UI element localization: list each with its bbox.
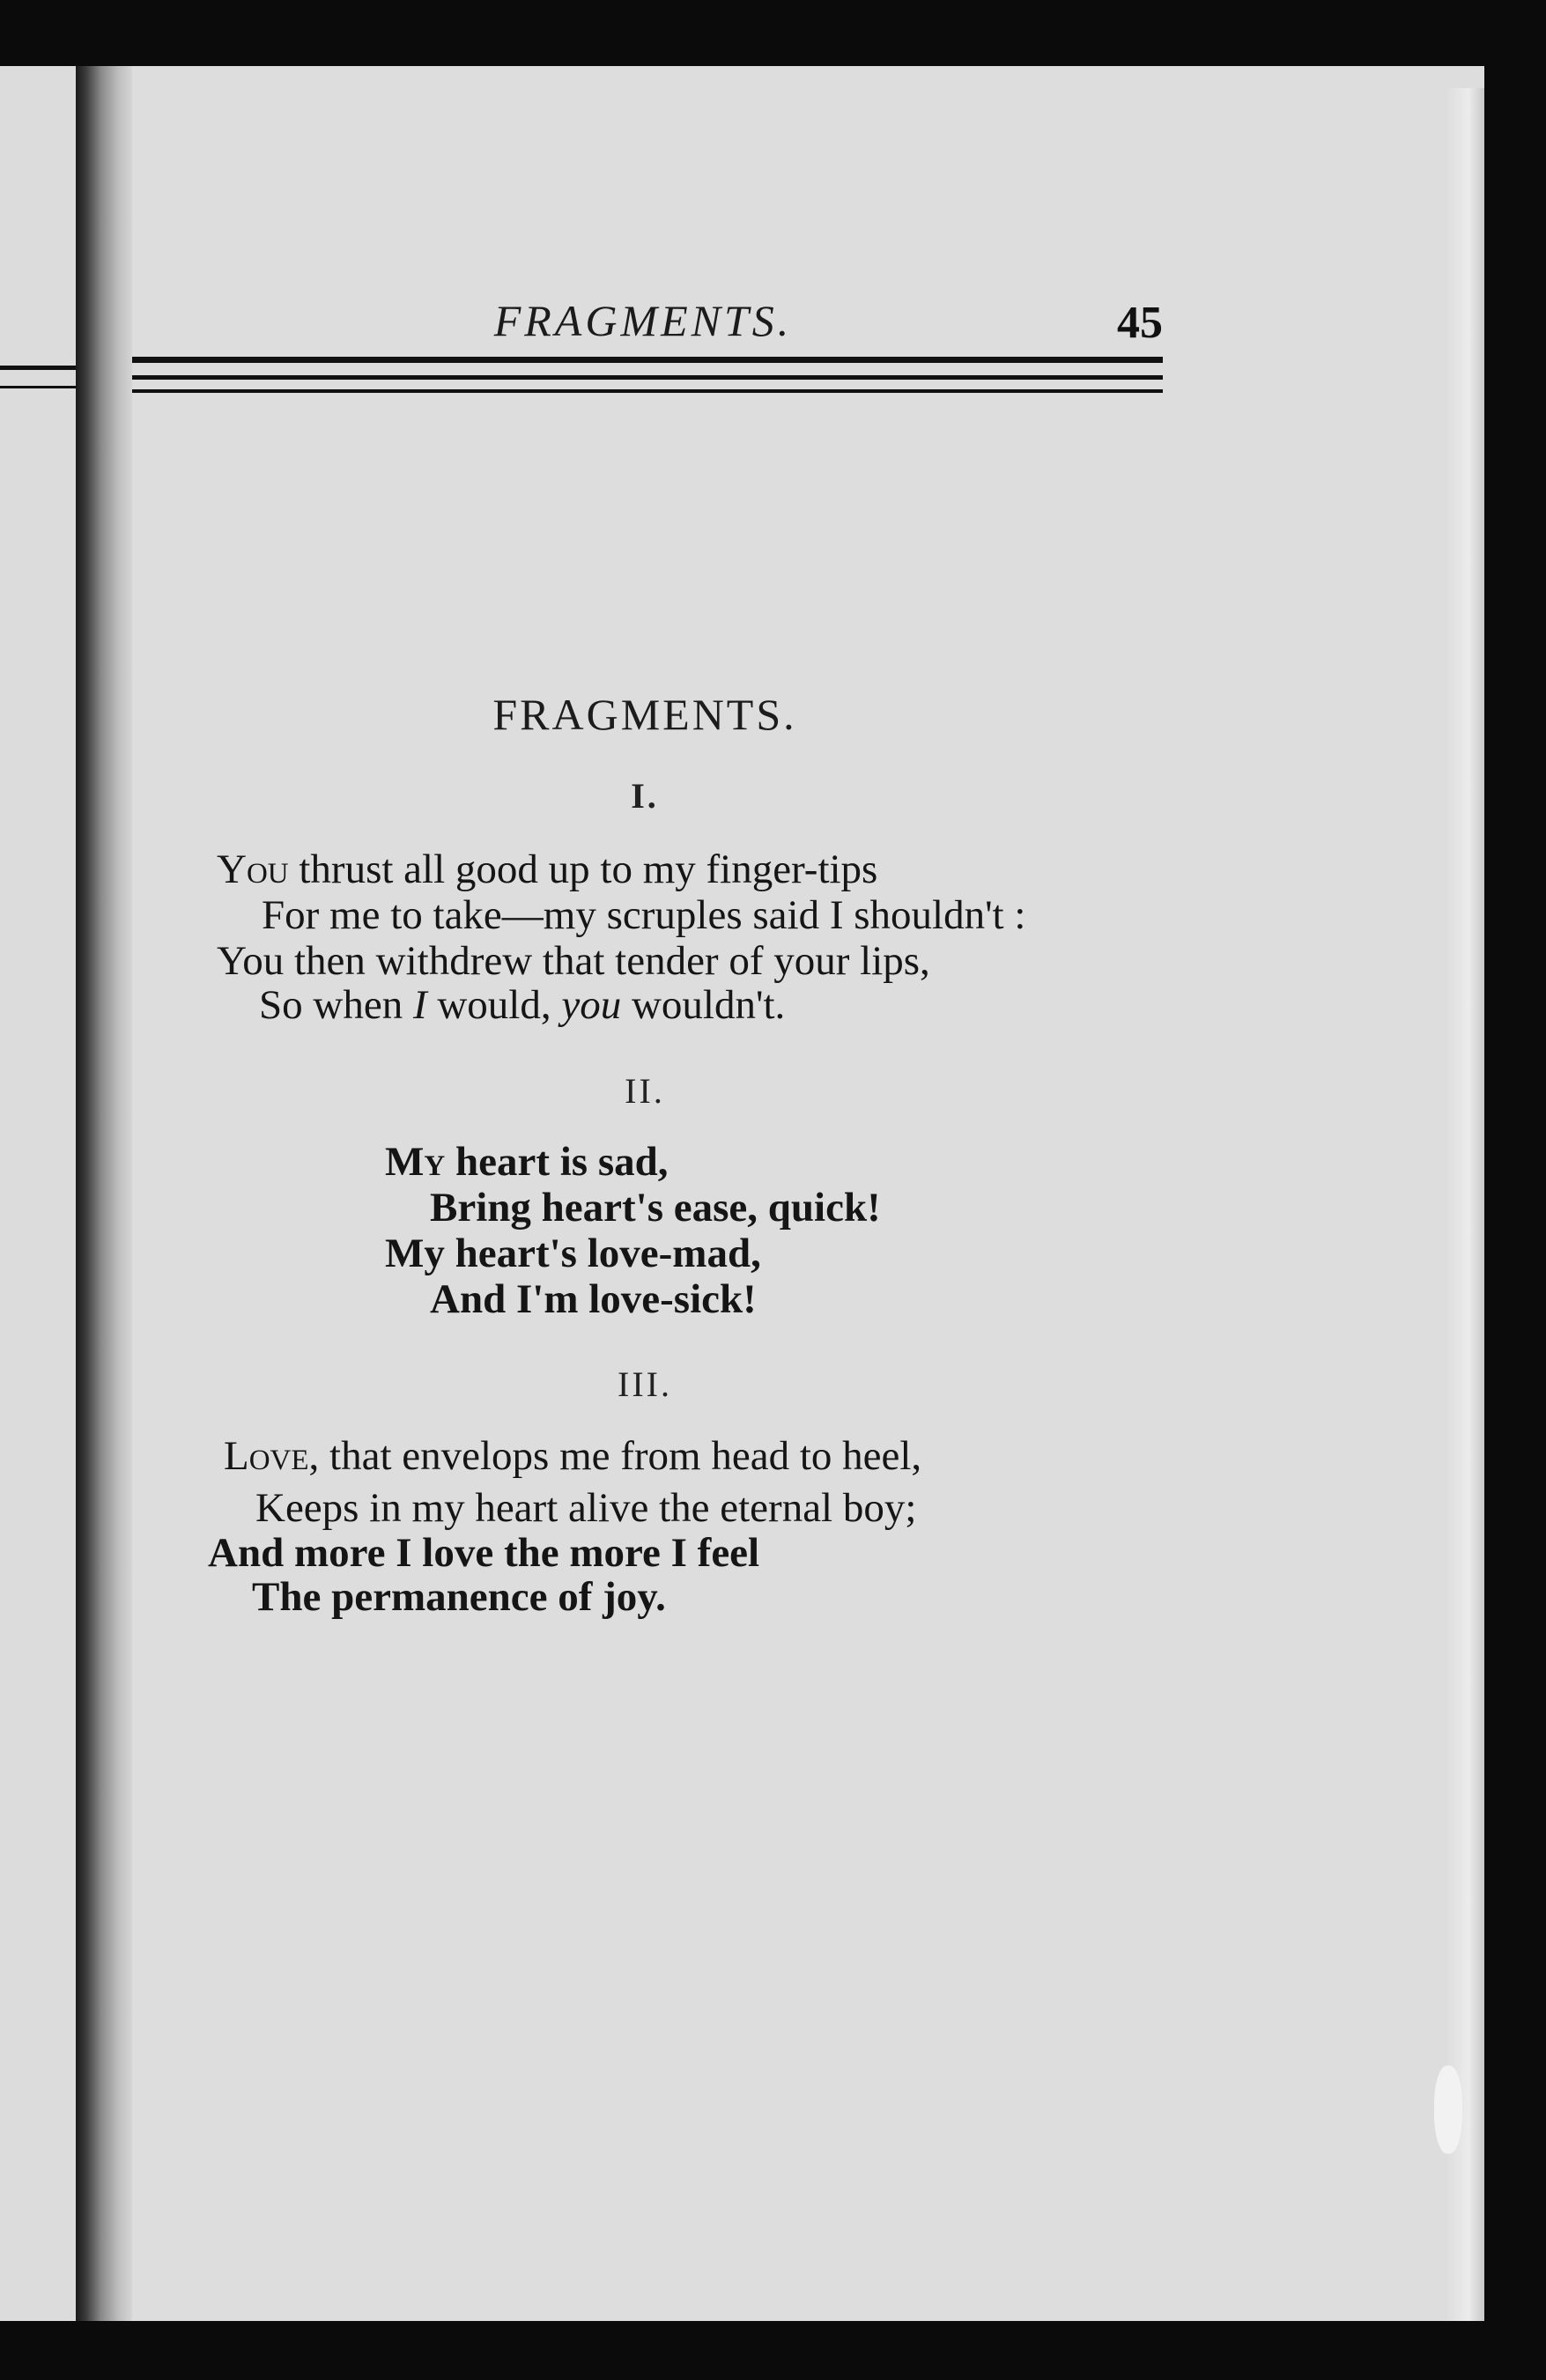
poem-line: And I'm love-sick!: [430, 1276, 757, 1322]
poem-line: My heart's love-mad,: [385, 1231, 761, 1276]
line-text: would,: [426, 982, 562, 1028]
adjacent-page-rule: [0, 386, 76, 388]
adjacent-page-edge: [0, 66, 76, 2321]
line-text: So when: [259, 982, 413, 1028]
poem-line: The permanence of joy.: [252, 1574, 666, 1620]
poem-line: [224, 1432, 921, 1480]
section-numeral: II.: [625, 1071, 665, 1111]
book-gutter: [76, 66, 132, 2321]
line-text: heart is sad,: [445, 1139, 669, 1185]
line-lead-word: You: [217, 846, 289, 892]
poem-line: Bring heart's ease, quick!: [430, 1185, 881, 1231]
poem-line: [385, 1138, 669, 1186]
header-rule-thin: [132, 389, 1163, 393]
page-number: 45: [1117, 298, 1163, 348]
line-text: , that envelops me from head to heel,: [308, 1433, 922, 1479]
line-lead-word: My: [385, 1139, 446, 1185]
header-rule-thin: [132, 375, 1163, 380]
line-text: thrust all good up to my finger-tips: [288, 846, 878, 892]
poem-line: [217, 846, 877, 893]
poem-line: And more I love the more I feel: [208, 1530, 760, 1576]
poem-line: [259, 981, 785, 1029]
page-edge-shadow: [1445, 88, 1484, 2321]
header-rule-thick: [132, 357, 1163, 363]
section-numeral: I.: [631, 776, 659, 816]
section-numeral: III.: [618, 1364, 672, 1404]
poem-title: FRAGMENTS.: [492, 690, 797, 739]
line-emphasis: I: [412, 982, 427, 1028]
poem-line: Keeps in my heart alive the eternal boy;: [255, 1485, 917, 1531]
line-text: wouldn't.: [621, 982, 786, 1028]
line-lead-word: Love: [224, 1433, 309, 1479]
poem-line: You then withdrew that tender of your lips,: [217, 938, 930, 984]
line-emphasis: you: [561, 982, 622, 1028]
adjacent-page-rule: [0, 366, 76, 370]
running-head: FRAGMENTS.: [493, 296, 793, 345]
poem-line: For me to take—my scruples said I shouldn't :: [262, 892, 1026, 938]
scan-artifact: [1434, 2066, 1462, 2154]
